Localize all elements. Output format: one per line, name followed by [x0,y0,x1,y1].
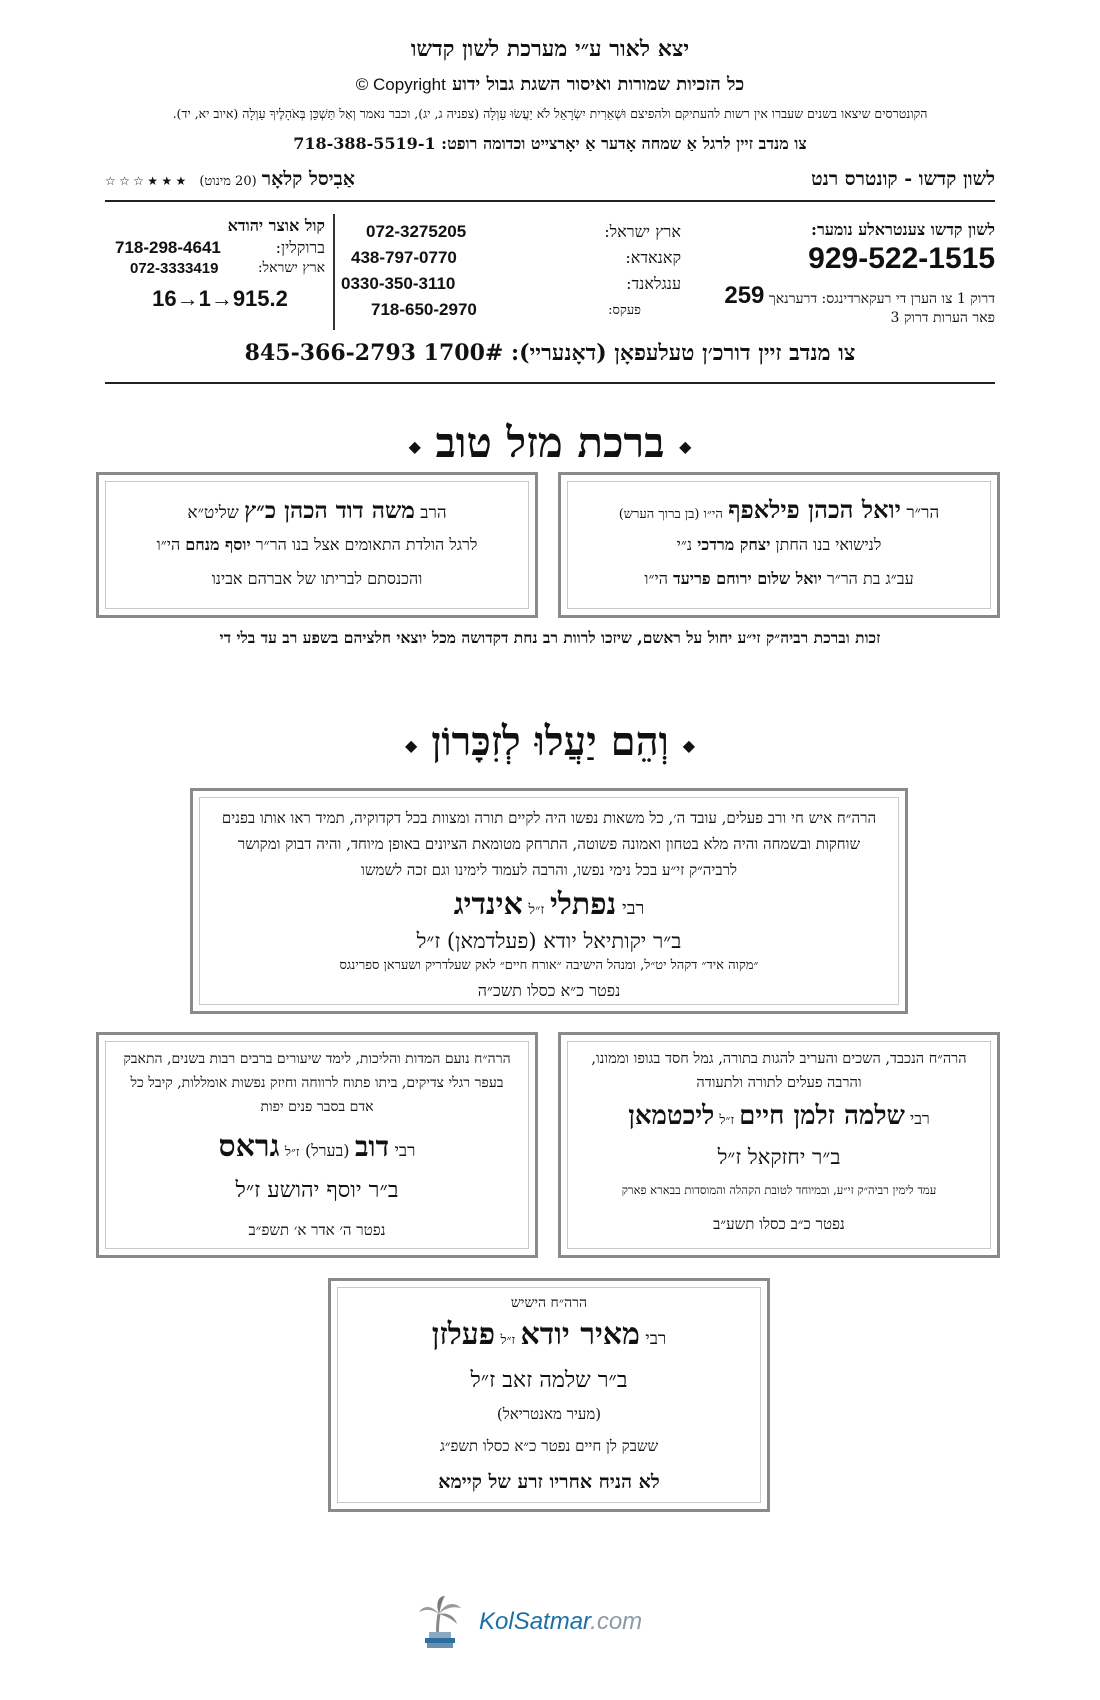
central-label: לשון קדשו צענטראלע נומער: [811,220,995,239]
intl-label-1: קאנאדא: [625,248,681,267]
rights-text: כל הזכיות שמורות ואיסור השגת גבול ידוע [452,74,745,95]
mazel-right-line3: עב״ג בת הר״ר יואל שלום ירוחם פריעד הי״ו [644,569,914,588]
memorial-title: וְהֵם יַעֲלוּ לְזִכָּרוֹן [431,718,669,765]
kol-sequence: 16→1→915.2 [152,286,288,311]
memorial-box-felzen [328,1278,770,1512]
kol-brooklyn [115,236,325,258]
copyright-text: Copyright © [355,75,446,94]
memorial-4-name: רבי מאיר יודא ז״ל פעלזן [431,1317,667,1352]
mazel-right-line1: הר״ר יואל הכהן פילאפף הי״ו (בן ברוך הערש) [618,495,940,524]
blessing-line: זכות וברכת רביה״ק זי״ע יחול על ראשם, שיזכו לרוות רב נחת דקדושה מכל יוצאי חלציהם בשפע רב עד בלי די [219,628,881,647]
memorial-4-passed: ששבק לן חיים נפטר כ״א כסלו תשפ״ג [439,1437,659,1455]
kol-otzar [115,216,325,312]
intl-label-3: פעקס: [608,303,641,318]
mazel-tov-heading [0,418,1100,468]
bullet-icon: ◆ [408,436,421,456]
contact-divider [333,214,335,330]
donation-line: צו מנדב זיין לרגל אַ שמחה אָדער אַ יאָרצייט וכדומה רופט: 718-388-5519-1 [293,134,807,153]
memorial-1-father: ב״ר יקותיאל יודא (פעלדמאן) ז״ל [416,929,682,953]
memorial-1-note: ״מקוה איד״ דקהל יט״ל, ומנהל הישיבה ״אורח חיים״ לאק שעלדריק ושעראן ספרינגס [339,958,759,973]
rights-line [0,74,1100,95]
bullet-icon: ◆ [404,735,418,755]
intl-label-0: ארץ ישראל: [604,222,681,241]
intl-label-2: ענגלאנד: [626,274,681,293]
memorial-2-father: ב״ר יחזקאל ז״ל [717,1145,841,1169]
memorial-3-name: רבי דוב (בערל) ז״ל גראס [218,1129,416,1164]
kol-israel-number: 072-3333419 [130,260,219,277]
memorial-4-father: ב״ר שלמה זאב ז״ל [470,1368,628,1393]
memorial-3-father: ב״ר יוסף יהושע ז״ל [235,1178,399,1203]
memorial-2-note: עמד לימין רביה״ק זי״ע, ובמיוחד לטובת הקהלה והמוסדות בבארא פארק [621,1183,937,1197]
memorial-2-text: הרה״ח הנכבד, השכים והעריב להגות בתורה, גמל חסד בגופו וממונו, והרבה פעלים לתורה ולתעודה [591,1051,967,1091]
title-bar [105,162,995,202]
print-line: דרוק 1 צו הערן די רעקארדינגס: דרערנאך 259 [724,282,995,309]
memorial-1-text: הרה״ח איש חי ורב פעלים, עובד ה׳, כל משאות נפשו היה לקיים תורה ומצוות בכל דקדוקיה, תמיד ראו אותו בפנים שוחקות ובשמחה והיה מלא בטחון ואמונה פשוטה, התרחק מטומאת הציונים באופן מיוחד, והיה דבוק ומקושר לרביה״ק זי״ע בכל נימי נפשו, והרבה לעמוד לימינו וגם זכה לשמשו [221,809,877,879]
intl-number-3: 718-650-2970 [371,300,477,319]
kol-title: קול אוצר יהודא [227,216,325,235]
kol-israel [115,258,325,280]
mazel-tov-title: ברכת מזל טוב [435,418,665,467]
memorial-box-gross [96,1032,538,1258]
bullet-icon: ◆ [679,436,692,456]
logo-text: KolSatmar.com [479,1608,643,1635]
memorial-2-passed: נפטר כ״ב כסלו תשע״ב [713,1215,845,1233]
memorial-3-passed: נפטר ה׳ אדר א׳ תשפ״ב [248,1221,386,1239]
memorial-4-city: (מעיר מאנטריאל) [496,1405,602,1423]
contact-central [695,220,995,327]
mazel-box-left [96,472,538,618]
mazel-left-line1: הרב משה דוד הכהן כ״ץ שליט״א [187,497,447,524]
memorial-4-text: הרה״ח הישיש [510,1295,588,1311]
memorial-1-name: רבי נפתלי ז״ל אינדיג [453,887,645,922]
notes-line: פאר הערות דרוק 3 [890,310,995,326]
kol-brooklyn-label: ברוקלין: [275,238,325,257]
print-number: 259 [724,282,765,309]
title-left-name: אַבִיסל קלאָר [261,168,356,190]
title-right: לשון קדשו - קונטרס רנט [811,168,995,190]
memorial-heading [0,718,1100,765]
palm-tree-logo-icon [415,1594,465,1652]
donate-phone-line: צו מנדב זיין דורכ׳ן טעלעפאָן (דאָנעריי): 1700# 845-366-2793 [244,340,856,366]
publisher-line: יצא לאור ע״י מערכת לשון קדשו [410,36,690,62]
kol-brooklyn-number: 718-298-4641 [115,238,221,257]
memorial-2-name: רבי שלמה זלמן חיים ז״ל ליכטמאן [628,1101,930,1131]
memorial-4-closing: לא הניח אחריו זרע של קיימא [438,1471,660,1493]
notice-line: הקונטרסים שיצאו בשנים שעברו אין רשות להעתיקם ולהפיצם וּשְׁאֵרִית יִשְׂרָאֵל לֹא יַעֲשׂוּ עַוְלָה (צפניה ג, יג), וכבר נאמר וְאַל תַּשְׁכֵּן בְּאֹהָלֶיךָ עַוְלָה (איוב יא, יד). [172,106,928,121]
rating-stars-icon: ★ ★ ★ ☆ ☆ ☆ [105,174,187,188]
memorial-3-text: הרה״ח נועם המדות והליכות, לימד שיעורים ברבים רבות בשנים, התאבק בעפר רגלי צדיקים, ביתו פתוח לרווחה וחיזק נפשות אומללות, קיבל כל אדם בסבר פנים יפות [123,1051,511,1115]
mazel-left-line2: לרגל הולדת התאומים אצל בנו הר״ר יוסף מנחם הי״ו [156,535,478,554]
title-left [105,168,355,191]
mazel-left-line3: והכנסתם לבריתו של אברהם אבינו [211,569,423,588]
mazel-box-right [558,472,1000,618]
footer-logo[interactable] [415,1594,685,1654]
intl-number-0: 072-3275205 [366,222,467,241]
mazel-right-line2: לנישואי בנו החתן יצחק מרדכי נ״י [676,535,882,554]
intl-number-2: 0330-350-3110 [341,274,456,293]
kol-israel-label: ארץ ישראל: [257,260,325,276]
central-number: 929-522-1515 [808,242,995,275]
intl-number-1: 438-797-0770 [351,248,457,267]
title-left-minutes: (20 מינוט) [199,174,257,189]
bullet-icon: ◆ [682,735,696,755]
memorial-box-lichtman [558,1032,1000,1258]
memorial-1-passed: נפטר כ״א כסלו תשכ״ה [477,981,621,1000]
contact-block [105,206,995,384]
memorial-box-indig [190,788,908,1014]
